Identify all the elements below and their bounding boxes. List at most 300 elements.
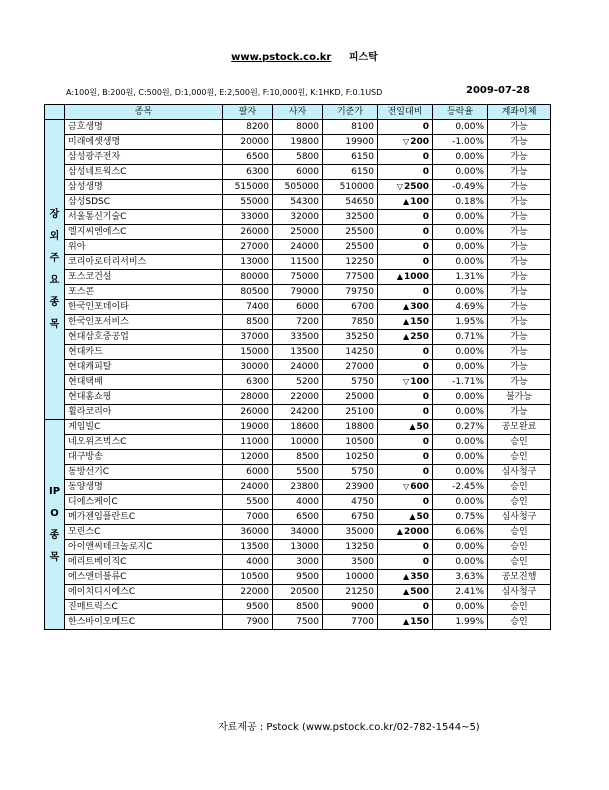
transfer-status: 가능	[488, 225, 551, 240]
sell-price: 22000	[223, 585, 273, 600]
stock-name: 서울통신기술C	[65, 210, 223, 225]
buy-price: 75000	[273, 270, 323, 285]
change-value: 250	[410, 332, 429, 342]
stock-name: 현대카드	[65, 345, 223, 360]
buy-price: 19800	[273, 135, 323, 150]
stock-name: 미래에셋생명	[65, 135, 223, 150]
sell-price: 37000	[223, 330, 273, 345]
change-rate: 0.18%	[433, 195, 488, 210]
arrow-up-icon: ▲	[396, 272, 403, 281]
change-cell	[378, 525, 433, 540]
base-price: 5750	[323, 375, 378, 390]
transfer-status: 승인	[488, 615, 551, 630]
sell-price: 15000	[223, 345, 273, 360]
base-price: 25500	[323, 225, 378, 240]
base-price: 25000	[323, 390, 378, 405]
sell-price: 20000	[223, 135, 273, 150]
buy-price: 22000	[273, 390, 323, 405]
change-rate: 0.00%	[433, 120, 488, 135]
buy-price: 6000	[273, 300, 323, 315]
change-value: 300	[410, 302, 429, 312]
change-value: 350	[410, 572, 429, 582]
sell-price: 80500	[223, 285, 273, 300]
data-source-footer: 자료제공 : Pstock (www.pstock.co.kr/02-782-1544~5)	[218, 722, 480, 733]
buy-price: 25000	[273, 225, 323, 240]
change-cell	[378, 270, 433, 285]
change-rate: 0.00%	[433, 390, 488, 405]
sell-price: 10500	[223, 570, 273, 585]
buy-price: 5500	[273, 465, 323, 480]
arrow-up-icon: ▲	[403, 572, 410, 581]
change-rate: 0.00%	[433, 540, 488, 555]
table-body	[45, 120, 551, 630]
buy-price: 8000	[273, 120, 323, 135]
arrow-down-icon: ▽	[403, 137, 410, 146]
stock-name: 한스바이오메드C	[65, 615, 223, 630]
base-price: 13250	[323, 540, 378, 555]
change-rate: 0.00%	[433, 600, 488, 615]
sell-price: 6500	[223, 150, 273, 165]
base-price: 8100	[323, 120, 378, 135]
change-value: 0	[422, 167, 429, 177]
base-price: 19900	[323, 135, 378, 150]
base-price: 25500	[323, 240, 378, 255]
sell-price: 30000	[223, 360, 273, 375]
table-row	[45, 210, 551, 225]
change-rate: 0.00%	[433, 225, 488, 240]
stock-name: 금호생명	[65, 120, 223, 135]
change-rate: 0.00%	[433, 210, 488, 225]
table-row	[45, 225, 551, 240]
base-price: 6150	[323, 165, 378, 180]
report-date: 2009-07-28	[466, 85, 530, 96]
transfer-status: 가능	[488, 405, 551, 420]
buy-price: 9500	[273, 570, 323, 585]
change-rate: 0.00%	[433, 240, 488, 255]
base-price: 77500	[323, 270, 378, 285]
base-price: 12250	[323, 255, 378, 270]
sell-price: 80000	[223, 270, 273, 285]
change-value: 50	[416, 512, 429, 522]
change-cell	[378, 330, 433, 345]
table-row	[45, 345, 551, 360]
stock-price-table	[44, 104, 551, 630]
transfer-status: 가능	[488, 120, 551, 135]
table-row	[45, 525, 551, 540]
change-value: 600	[410, 482, 429, 492]
sell-price: 13000	[223, 255, 273, 270]
table-row	[45, 600, 551, 615]
buy-price: 6000	[273, 165, 323, 180]
sell-price: 7400	[223, 300, 273, 315]
transfer-status: 공모진행	[488, 570, 551, 585]
change-rate: 6.06%	[433, 525, 488, 540]
arrow-up-icon: ▲	[403, 587, 410, 596]
stock-name: 휠라코리아	[65, 405, 223, 420]
buy-price: 24000	[273, 360, 323, 375]
base-price: 5750	[323, 465, 378, 480]
sell-price: 55000	[223, 195, 273, 210]
table-row	[45, 150, 551, 165]
table-row	[45, 300, 551, 315]
column-header-transfer: 계좌이체	[488, 105, 551, 120]
stock-name: 한국인포데이타	[65, 300, 223, 315]
change-rate: 0.00%	[433, 465, 488, 480]
change-value: 2000	[403, 527, 429, 537]
change-rate: 0.00%	[433, 255, 488, 270]
sell-price: 36000	[223, 525, 273, 540]
change-rate: 0.00%	[433, 345, 488, 360]
base-price: 25100	[323, 405, 378, 420]
transfer-status: 가능	[488, 345, 551, 360]
buy-price: 3000	[273, 555, 323, 570]
change-value: 0	[422, 347, 429, 357]
change-rate: 0.00%	[433, 150, 488, 165]
arrow-up-icon: ▲	[409, 512, 416, 521]
stock-table-container	[44, 104, 551, 630]
change-value: 0	[422, 287, 429, 297]
sell-price: 27000	[223, 240, 273, 255]
base-price: 10250	[323, 450, 378, 465]
group-header-cell	[45, 105, 65, 120]
stock-name: 동방선기C	[65, 465, 223, 480]
table-row	[45, 495, 551, 510]
buy-price: 54300	[273, 195, 323, 210]
buy-price: 4000	[273, 495, 323, 510]
transfer-status: 승인	[488, 495, 551, 510]
change-cell	[378, 615, 433, 630]
stock-name: 현대홈쇼핑	[65, 390, 223, 405]
change-rate: 3.63%	[433, 570, 488, 585]
change-cell	[378, 180, 433, 195]
stock-name: 아이앤씨테크놀로지C	[65, 540, 223, 555]
change-cell	[378, 150, 433, 165]
group-label	[45, 420, 65, 630]
change-cell	[378, 540, 433, 555]
sell-price: 33000	[223, 210, 273, 225]
table-row	[45, 195, 551, 210]
table-header-row	[45, 105, 551, 120]
change-rate: 0.00%	[433, 360, 488, 375]
table-row	[45, 435, 551, 450]
table-row	[45, 165, 551, 180]
sell-price: 26000	[223, 225, 273, 240]
buy-price: 32000	[273, 210, 323, 225]
site-name: 피스탁	[348, 52, 378, 63]
stock-name: 메가젠임플란트C	[65, 510, 223, 525]
site-url[interactable]: www.pstock.co.kr	[231, 52, 332, 63]
sell-price: 5500	[223, 495, 273, 510]
transfer-status: 가능	[488, 210, 551, 225]
sell-price: 7000	[223, 510, 273, 525]
change-value: 0	[422, 257, 429, 267]
change-value: 200	[410, 137, 429, 147]
change-rate: -0.49%	[433, 180, 488, 195]
base-price: 3500	[323, 555, 378, 570]
stock-name: 게임빌C	[65, 420, 223, 435]
sell-price: 9500	[223, 600, 273, 615]
change-cell	[378, 360, 433, 375]
change-rate: 0.75%	[433, 510, 488, 525]
change-value: 150	[410, 317, 429, 327]
transfer-status: 불가능	[488, 390, 551, 405]
buy-price: 13500	[273, 345, 323, 360]
transfer-status: 심사청구	[488, 510, 551, 525]
sell-price: 6300	[223, 375, 273, 390]
change-rate: 0.71%	[433, 330, 488, 345]
change-value: 0	[422, 212, 429, 222]
stock-name: 진매트릭스C	[65, 600, 223, 615]
buy-price: 8500	[273, 600, 323, 615]
stock-name: 포스콘	[65, 285, 223, 300]
transfer-status: 가능	[488, 360, 551, 375]
arrow-up-icon: ▲	[403, 617, 410, 626]
change-cell	[378, 480, 433, 495]
transfer-status: 가능	[488, 165, 551, 180]
change-rate: 0.00%	[433, 435, 488, 450]
table-row	[45, 450, 551, 465]
transfer-status: 승인	[488, 480, 551, 495]
change-rate: 0.00%	[433, 285, 488, 300]
sell-price: 11000	[223, 435, 273, 450]
buy-price: 24200	[273, 405, 323, 420]
table-row	[45, 240, 551, 255]
arrow-up-icon: ▲	[396, 527, 403, 536]
stock-name: 대구방송	[65, 450, 223, 465]
change-value: 0	[422, 242, 429, 252]
table-row	[45, 330, 551, 345]
transfer-status: 가능	[488, 270, 551, 285]
stock-name: 포스코건설	[65, 270, 223, 285]
change-rate: 0.00%	[433, 495, 488, 510]
stock-name: 한국인포서비스	[65, 315, 223, 330]
stock-name: 모린스C	[65, 525, 223, 540]
arrow-down-icon: ▽	[403, 482, 410, 491]
column-header-rate: 등락율	[433, 105, 488, 120]
change-value: 100	[410, 377, 429, 387]
change-rate: -2.45%	[433, 480, 488, 495]
table-row	[45, 390, 551, 405]
base-price: 54650	[323, 195, 378, 210]
buy-price: 7500	[273, 615, 323, 630]
change-value: 0	[422, 602, 429, 612]
stock-name: 현대캐피탈	[65, 360, 223, 375]
arrow-up-icon: ▲	[403, 302, 410, 311]
change-cell	[378, 465, 433, 480]
change-cell	[378, 585, 433, 600]
buy-price: 505000	[273, 180, 323, 195]
group-label-text: IPO종목	[48, 485, 61, 563]
transfer-status: 가능	[488, 135, 551, 150]
change-cell	[378, 570, 433, 585]
table-row	[45, 570, 551, 585]
table-row	[45, 585, 551, 600]
base-price: 4750	[323, 495, 378, 510]
table-row	[45, 180, 551, 195]
change-cell	[378, 420, 433, 435]
table-row	[45, 375, 551, 390]
change-cell	[378, 555, 433, 570]
transfer-status: 가능	[488, 330, 551, 345]
change-cell	[378, 450, 433, 465]
base-price: 27000	[323, 360, 378, 375]
stock-name: 삼성생명	[65, 180, 223, 195]
change-value: 0	[422, 407, 429, 417]
transfer-status: 승인	[488, 435, 551, 450]
stock-name: 현대택배	[65, 375, 223, 390]
transfer-status: 가능	[488, 255, 551, 270]
change-cell	[378, 225, 433, 240]
column-header-change: 전일대비	[378, 105, 433, 120]
transfer-status: 가능	[488, 300, 551, 315]
stock-name: 삼성네트웍스C	[65, 165, 223, 180]
change-value: 0	[422, 557, 429, 567]
buy-price: 34000	[273, 525, 323, 540]
base-price: 6700	[323, 300, 378, 315]
change-rate: 1.95%	[433, 315, 488, 330]
sell-price: 8500	[223, 315, 273, 330]
stock-name: 위아	[65, 240, 223, 255]
change-cell	[378, 435, 433, 450]
sell-price: 24000	[223, 480, 273, 495]
table-row	[45, 120, 551, 135]
price-unit-legend: A:100원, B:200원, C:500원, D:1,000원, E:2,500원, F:10,000원, K:1HKD, F:0.1USD	[66, 88, 383, 97]
change-value: 0	[422, 542, 429, 552]
sell-price: 8200	[223, 120, 273, 135]
base-price: 35000	[323, 525, 378, 540]
change-rate: 1.99%	[433, 615, 488, 630]
base-price: 14250	[323, 345, 378, 360]
base-price: 23900	[323, 480, 378, 495]
stock-name: 에리트베이직C	[65, 555, 223, 570]
change-value: 0	[422, 152, 429, 162]
sell-price: 19000	[223, 420, 273, 435]
base-price: 7700	[323, 615, 378, 630]
table-row	[45, 465, 551, 480]
base-price: 7850	[323, 315, 378, 330]
transfer-status: 승인	[488, 525, 551, 540]
table-row	[45, 270, 551, 285]
buy-price: 7200	[273, 315, 323, 330]
change-cell	[378, 240, 433, 255]
change-cell	[378, 165, 433, 180]
buy-price: 8500	[273, 450, 323, 465]
stock-name: 에스앤더블류C	[65, 570, 223, 585]
change-value: 0	[422, 362, 429, 372]
base-price: 10000	[323, 570, 378, 585]
buy-price: 6500	[273, 510, 323, 525]
transfer-status: 공모완료	[488, 420, 551, 435]
transfer-status: 가능	[488, 375, 551, 390]
base-price: 35250	[323, 330, 378, 345]
change-value: 0	[422, 122, 429, 132]
change-cell	[378, 375, 433, 390]
buy-price: 13000	[273, 540, 323, 555]
change-rate: -1.00%	[433, 135, 488, 150]
change-value: 0	[422, 437, 429, 447]
table-row	[45, 315, 551, 330]
transfer-status: 승인	[488, 600, 551, 615]
change-cell	[378, 510, 433, 525]
sell-price: 12000	[223, 450, 273, 465]
table-row	[45, 540, 551, 555]
table-row	[45, 555, 551, 570]
group-label-text: 장외주요종목	[49, 208, 60, 330]
change-rate: -1.71%	[433, 375, 488, 390]
arrow-up-icon: ▲	[403, 317, 410, 326]
change-value: 150	[410, 617, 429, 627]
change-cell	[378, 120, 433, 135]
change-value: 2500	[403, 182, 429, 192]
change-cell	[378, 390, 433, 405]
base-price: 32500	[323, 210, 378, 225]
arrow-up-icon: ▲	[403, 197, 410, 206]
transfer-status: 가능	[488, 195, 551, 210]
column-header-base-price: 기준가	[323, 105, 378, 120]
stock-name: 삼성SDSC	[65, 195, 223, 210]
stock-name: 엘지씨엔에스C	[65, 225, 223, 240]
stock-name: 삼성광주전자	[65, 150, 223, 165]
change-rate: 0.00%	[433, 450, 488, 465]
base-price: 21250	[323, 585, 378, 600]
stock-name: 동양생명	[65, 480, 223, 495]
base-price: 79750	[323, 285, 378, 300]
change-value: 0	[422, 227, 429, 237]
change-cell	[378, 255, 433, 270]
change-cell	[378, 195, 433, 210]
table-row	[45, 510, 551, 525]
transfer-status: 승인	[488, 540, 551, 555]
change-value: 0	[422, 392, 429, 402]
arrow-up-icon: ▲	[403, 332, 410, 341]
transfer-status: 심사청구	[488, 465, 551, 480]
table-row	[45, 480, 551, 495]
stock-name: 에이치디시에스C	[65, 585, 223, 600]
sell-price: 7900	[223, 615, 273, 630]
change-cell	[378, 345, 433, 360]
transfer-status: 가능	[488, 315, 551, 330]
arrow-down-icon: ▽	[396, 182, 403, 191]
page-header	[0, 48, 609, 63]
buy-price: 10000	[273, 435, 323, 450]
transfer-status: 심사청구	[488, 585, 551, 600]
sell-price: 13500	[223, 540, 273, 555]
change-rate: 2.41%	[433, 585, 488, 600]
transfer-status: 가능	[488, 240, 551, 255]
change-value: 0	[422, 497, 429, 507]
table-row	[45, 615, 551, 630]
buy-price: 23800	[273, 480, 323, 495]
change-value: 0	[422, 467, 429, 477]
change-rate: 1.31%	[433, 270, 488, 285]
transfer-status: 가능	[488, 180, 551, 195]
change-value: 0	[422, 452, 429, 462]
column-header-buy: 사자	[273, 105, 323, 120]
sell-price: 6000	[223, 465, 273, 480]
change-cell	[378, 600, 433, 615]
change-rate: 0.00%	[433, 165, 488, 180]
base-price: 18800	[323, 420, 378, 435]
sell-price: 4000	[223, 555, 273, 570]
base-price: 6750	[323, 510, 378, 525]
arrow-up-icon: ▲	[409, 422, 416, 431]
buy-price: 33500	[273, 330, 323, 345]
base-price: 510000	[323, 180, 378, 195]
sell-price: 515000	[223, 180, 273, 195]
transfer-status: 승인	[488, 450, 551, 465]
table-row	[45, 360, 551, 375]
buy-price: 20500	[273, 585, 323, 600]
